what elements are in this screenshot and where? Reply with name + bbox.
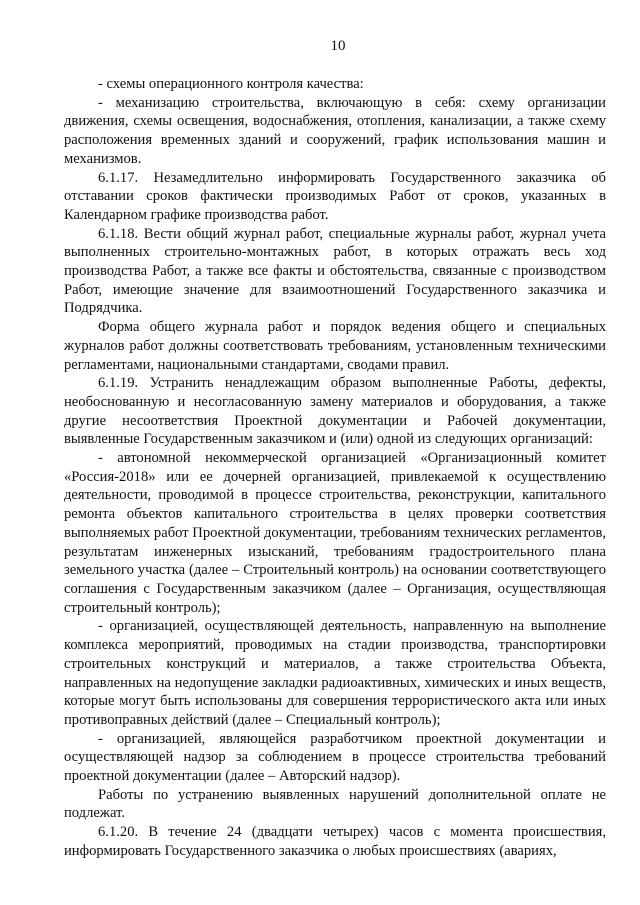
- page-number: 10: [330, 38, 346, 54]
- paragraph-6-1-18: 6.1.18. Вести общий журнал работ, специальные журналы работ, журнал учета выполненных строительно-монтажных работ, в которых отражать весь ход производства Работ, а также все факты и обстоятельства, связанные с производством Работ, имеющие значение для взаимоотношений Государственного заказчика и Подрядчика.: [64, 225, 606, 317]
- paragraph-journal-form: Форма общего журнала работ и порядок ведения общего и специальных журналов работ должны соответствовать требованиям, установленным техническими регламентами, национальными стандартами, сводами правил.: [64, 319, 606, 373]
- paragraph-6-1-17: 6.1.17. Незамедлительно информировать Государственного заказчика об отставании сроков фактически производимых Работ от сроков, указанных в Календарном графике производства работ.: [64, 169, 606, 223]
- paragraph-author-supervision: - организацией, являющейся разработчиком проектной документации и осуществляющей надзор за соблюдением в процессе строительства требований проектной документации (далее – Авторский надзор).: [64, 730, 606, 785]
- paragraph-quality-control-schemes: - схемы операционного контроля качества:: [98, 76, 364, 92]
- paragraph-6-1-20: 6.1.20. В течение 24 (двадцати четырех) часов с момента происшествия, информировать Государственного заказчика о любых происшествиях (авариях,: [64, 824, 606, 859]
- paragraph-construction-control: - автономной некоммерческой организацией «Организационный комитет «Россия-2018» или ее дочерней организацией, привлекаемой к осуществлению деятельности, проводимой в процессе строительства, реконструкции, капитального ремонта объектов капитального строительства в целях проверки соответствия выполняемых работ Проектной документации, требованиям технических регламентов, результатам инженерных изысканий, требованиям градостроительного плана земельного участка (далее – Строительный контроль) на основании соответствующего соглашения с Государственным заказчиком (далее – Организация, осуществляющая строительный контроль);: [64, 450, 606, 616]
- paragraph-special-control: - организацией, осуществляющей деятельность, направленную на выполнение комплекса мероприятий, проводимых на стадии производства, транспортировки строительных конструкций и материалов, а также строительства Объекта, направленных на недопущение закладки радиоактивных, химических и иных веществ, которые могут быть использованы для совершения террористического акта или иных противоправных действий (далее – Специальный контроль);: [64, 618, 606, 728]
- paragraph-6-1-19: 6.1.19. Устранить ненадлежащим образом выполненные Работы, дефекты, необоснованную и несогласованную замену материалов и оборудования, а также другие несоответствия Проектной документации и Рабочей документации, выявленные Государственным заказчиком и (или) одной из следующих организаций:: [64, 375, 606, 448]
- paragraph-no-extra-payment: Работы по устранению выявленных нарушений дополнительной оплате не подлежат.: [64, 786, 606, 822]
- paragraph-mechanization: - механизацию строительства, включающую в себя: схему организации движения, схемы освещения, водоснабжения, отопления, канализации, а также схему расположения временных зданий и сооружений, график использования машин и механизмов.: [64, 94, 606, 167]
